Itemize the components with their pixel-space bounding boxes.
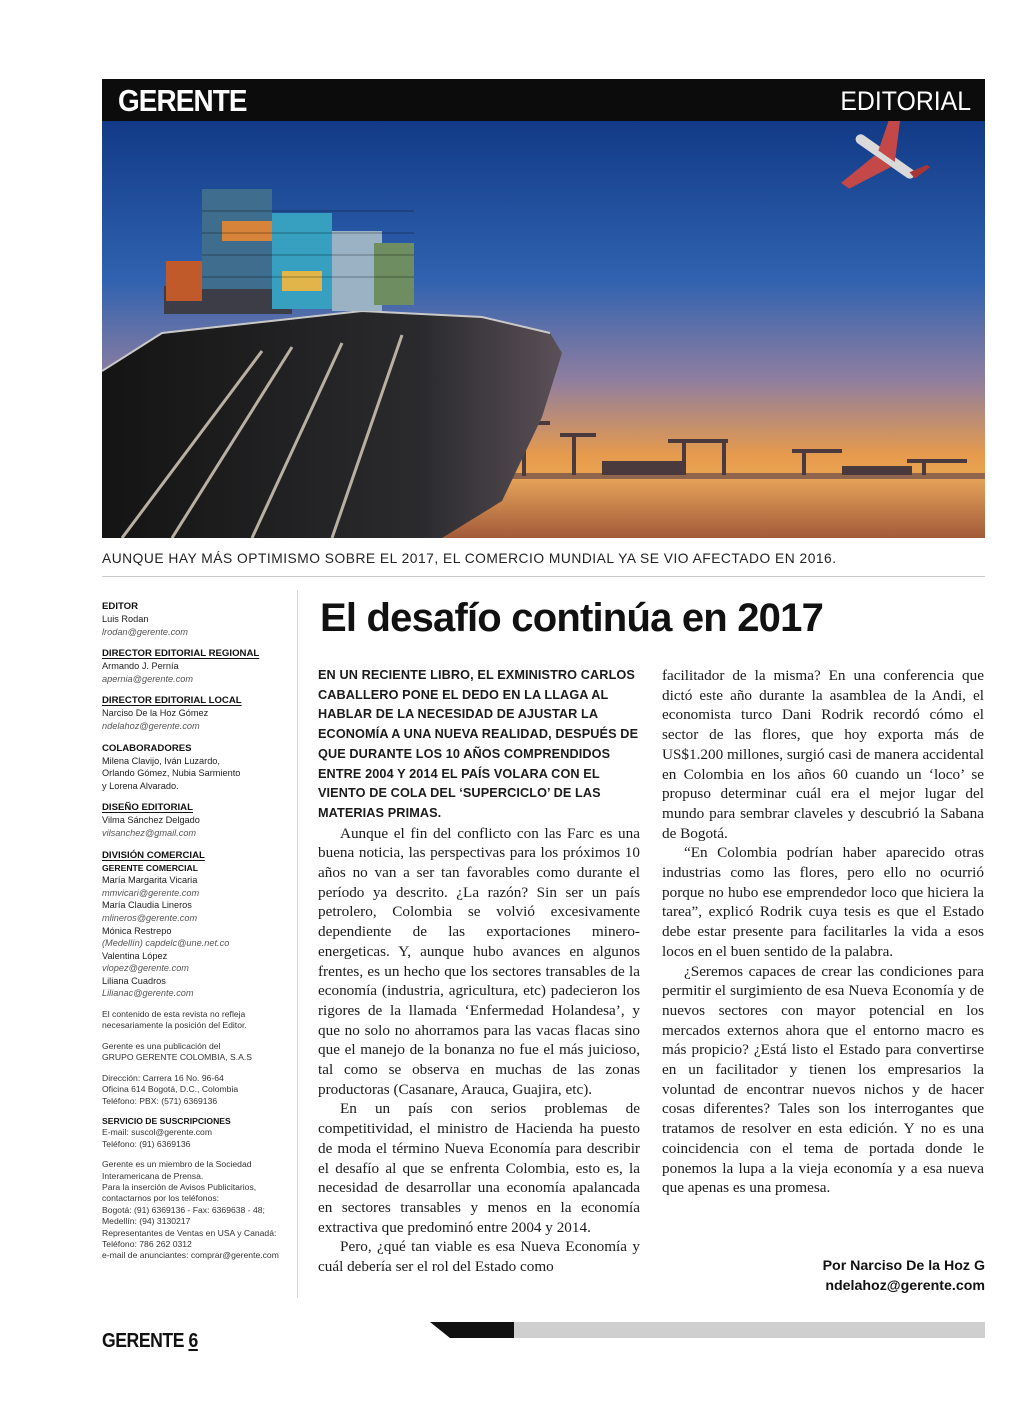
- masthead-heading: DISEÑO EDITORIAL: [102, 802, 193, 814]
- masthead-email[interactable]: ndelahoz@gerente.com: [102, 720, 200, 731]
- masthead-comercial: [102, 849, 297, 1001]
- masthead-subscriptions: [102, 1116, 297, 1150]
- masthead-note-line: Teléfono: 786 262 0312: [102, 1238, 192, 1249]
- masthead-note-line: Para la inserción de Avisos Publicitarios,: [102, 1181, 257, 1192]
- article-title: El desafío continúa en 2017: [320, 596, 824, 640]
- masthead-note-line: contactarnos por los teléfonos:: [102, 1193, 220, 1204]
- masthead-name: Mónica Restrepo: [102, 925, 172, 936]
- footer-logo: [102, 1330, 198, 1353]
- masthead-name: Vilma Sánchez Delgado: [102, 815, 200, 826]
- masthead-name: Milena Clavijo, Iván Luzardo,: [102, 755, 220, 766]
- masthead-diseno: [102, 801, 297, 839]
- masthead-note-line: necesariamente la posición del Editor.: [102, 1020, 247, 1031]
- image-caption: AUNQUE HAY MÁS OPTIMISMO SOBRE EL 2017, EL COMERCIO MUNDIAL YA SE VIO AFECTADO EN 2016.: [102, 551, 837, 566]
- masthead-publisher: [102, 1041, 297, 1064]
- masthead-local: [102, 694, 297, 732]
- article-paragraph: “En Colombia podrían haber aparecido otras industrias como las flores, pero ello no ocurrió porque no hubo ese emprendedor loco que hiciera la tarea”, explicó Rodrik cuya tesis es que el Estado debe estar presente para facilitarles la vida a esos locos en el buen sentido de la palabra.: [662, 844, 984, 960]
- masthead-advertising: [102, 1159, 297, 1262]
- masthead-subheading: GERENTE COMERCIAL: [102, 862, 198, 873]
- article-paragraph: ¿Seremos capaces de crear las condiciones para permitir el surgimiento de esa Nueva Economía y de nuevos sectores con mayor potencial en los mercados externos ahora que el entorno macro es más propicio? ¿Está listo el Estado para convertirse en un facilitador y tienen los empresarios la voluntad de encontrar nuevos nichos y de hacer cosas diferentes? Tales son los interrogantes que tratamos de resolver en esta edición. Y no es una coincidencia con el tema de portada donde le ponemos la lupa a la vieja economía y a esa nueva que apenas es una promesa.: [662, 962, 984, 1197]
- masthead-heading: DIRECTOR EDITORIAL REGIONAL: [102, 648, 260, 660]
- masthead-note-line: Teléfono: PBX: (571) 6369136: [102, 1095, 218, 1106]
- masthead-note-line: Teléfono: (91) 6369136: [102, 1138, 191, 1149]
- masthead-email[interactable]: mlineros@gerente.com: [102, 912, 198, 923]
- caption-divider: [102, 576, 985, 577]
- masthead-email[interactable]: apernia@gerente.com: [102, 673, 194, 684]
- masthead-note-line: Medellín: (94) 3130217: [102, 1216, 191, 1227]
- article-column-1: [318, 666, 640, 1277]
- article-paragraph: Pero, ¿qué tan viable es esa Nueva Economía y cuál debería ser el rol del Estado como: [318, 1238, 640, 1276]
- masthead-note-line: E-mail: suscol@gerente.com: [102, 1127, 212, 1138]
- page-number: 6: [188, 1330, 198, 1352]
- masthead-note-line: GRUPO GERENTE COLOMBIA, S.A.S: [102, 1052, 252, 1063]
- masthead-email[interactable]: (Medellín) capdelc@une.net.co: [102, 938, 230, 949]
- masthead-note-line: Gerente es un miembro de la Sociedad: [102, 1159, 252, 1170]
- magazine-logo: GERENTE: [118, 83, 247, 118]
- article-paragraph: facilitador de la misma? En una conferencia que dictó este año durante la asamblea de la Andi, el economista turco Dani Rodrik recordó cómo el sector de las flores, que hoy exporta más de US$1.200 millones, surgió casi de manera accidental en Colombia en los años 60 cuando un ‘loco’ se propuso determinar cuál era el mejor lugar del mundo para sembrar claveles y descubrió la Sabana de Bogotá.: [662, 667, 984, 842]
- masthead-name: y Lorena Alvarado.: [102, 780, 179, 791]
- masthead-colaboradores: [102, 742, 297, 793]
- masthead-name: Liliana Cuadros: [102, 975, 166, 986]
- masthead-name: Narciso De la Hoz Gómez: [102, 708, 209, 719]
- masthead-heading: DIRECTOR EDITORIAL LOCAL: [102, 695, 242, 707]
- masthead-name: Valentina López: [102, 950, 168, 961]
- byline-author: Por Narciso De la Hoz G: [822, 1258, 985, 1274]
- masthead-note-line: e-mail de anunciantes: comprar@gerente.com: [102, 1250, 279, 1261]
- byline-email[interactable]: ndelahoz@gerente.com: [825, 1278, 985, 1294]
- article-paragraph: En un país con serios problemas de competitividad, el ministro de Hacienda ha puesto de moda el término Nueva Economía para describir el desafío al que se enfrenta Colombia, esto es, la necesidad de desarrollar una economía apalancada en sectores transables y menos en la economía extractiva que predominó entre 2004 y 2014.: [318, 1100, 640, 1236]
- staff-masthead: [102, 600, 297, 1271]
- section-label: EDITORIAL: [840, 86, 971, 116]
- header-bar: [102, 79, 985, 121]
- masthead-name: María Claudia Lineros: [102, 900, 192, 911]
- article-lead: EN UN RECIENTE LIBRO, EL EXMINISTRO CARLOS CABALLERO PONE EL DEDO EN LA LLAGA AL HABLAR DE LA NECESIDAD DE AJUSTAR LA ECONOMÍA A UNA NUEVA REALIDAD, DESPUÉS DE QUE DURANTE LOS 10 AÑOS COMPRENDIDOS ENTRE 2004 Y 2014 EL PAÍS VOLARA CON EL VIENTO DE COLA DEL ‘SUPERCICLO’ DE LAS MATERIAS PRIMAS.: [318, 668, 639, 820]
- masthead-heading: COLABORADORES: [102, 742, 192, 754]
- masthead-note-line: El contenido de esta revista no refleja: [102, 1009, 246, 1020]
- masthead-note-line: Interamericana de Prensa.: [102, 1170, 204, 1181]
- masthead-note-line: Dirección: Carrera 16 No. 96-64: [102, 1072, 224, 1083]
- masthead-address: [102, 1073, 297, 1107]
- column-divider: [297, 590, 298, 1298]
- masthead-subheading: SERVICIO DE SUSCRIPCIONES: [102, 1115, 231, 1126]
- masthead-editor: [102, 600, 297, 638]
- masthead-name: Luis Rodan: [102, 614, 149, 624]
- masthead-email[interactable]: mmvicari@gerente.com: [102, 887, 200, 898]
- masthead-note-line: Representantes de Ventas en USA y Canadá:: [102, 1227, 277, 1238]
- masthead-name: Orlando Gómez, Nubia Sarmiento: [102, 768, 241, 779]
- hero-image: [102, 121, 985, 538]
- masthead-heading: DIVISIÓN COMERCIAL: [102, 849, 205, 861]
- masthead-email[interactable]: vlopez@gerente.com: [102, 963, 189, 974]
- masthead-email[interactable]: vilsanchez@gmail.com: [102, 827, 197, 838]
- masthead-disclaimer: [102, 1009, 297, 1032]
- article-paragraph: Aunque el fin del conflicto con las Farc es una buena noticia, las perspectivas para los próximos 10 años no van a ser tan favorables como durante el período ya descrito. ¿La razón? Sin ser un país petrolero, Colombia se volvió excesivamente dependiente de las exportaciones minero-energeticas. Y, aunque hubo avances en algunos frentes, es un hecho que los sectores transables de la economía (industria, agricultura, etc) padecieron los rigores de la llamada ‘Enfermedad Holandesa’, y que no solo no ahorramos para las vacas flacas sino que el manejo de la bonanza no fue el más juicioso, tal como se observa en muchas de las zonas productoras (Casanare, Arauca, Guajira, etc).: [318, 824, 640, 1098]
- masthead-note-line: Bogotá: (91) 6369136 - Fax: 6369638 - 48;: [102, 1204, 265, 1215]
- masthead-heading: EDITOR: [102, 601, 139, 612]
- article-byline: [700, 1256, 985, 1296]
- footer-stripe: [430, 1322, 985, 1338]
- masthead-name: María Margarita Vicaria: [102, 875, 198, 886]
- masthead-email[interactable]: lrodan@gerente.com: [102, 626, 188, 637]
- footer-brand-text: GERENTE: [102, 1330, 185, 1352]
- masthead-email[interactable]: Lilianac@gerente.com: [102, 988, 194, 999]
- masthead-note-line: Gerente es una publicación del: [102, 1040, 221, 1051]
- article-column-2: [662, 666, 984, 1198]
- masthead-note-line: Oficina 614 Bogotá, D.C., Colombia: [102, 1084, 239, 1095]
- masthead-name: Armando J. Pernía: [102, 661, 179, 672]
- masthead-regional: [102, 647, 297, 685]
